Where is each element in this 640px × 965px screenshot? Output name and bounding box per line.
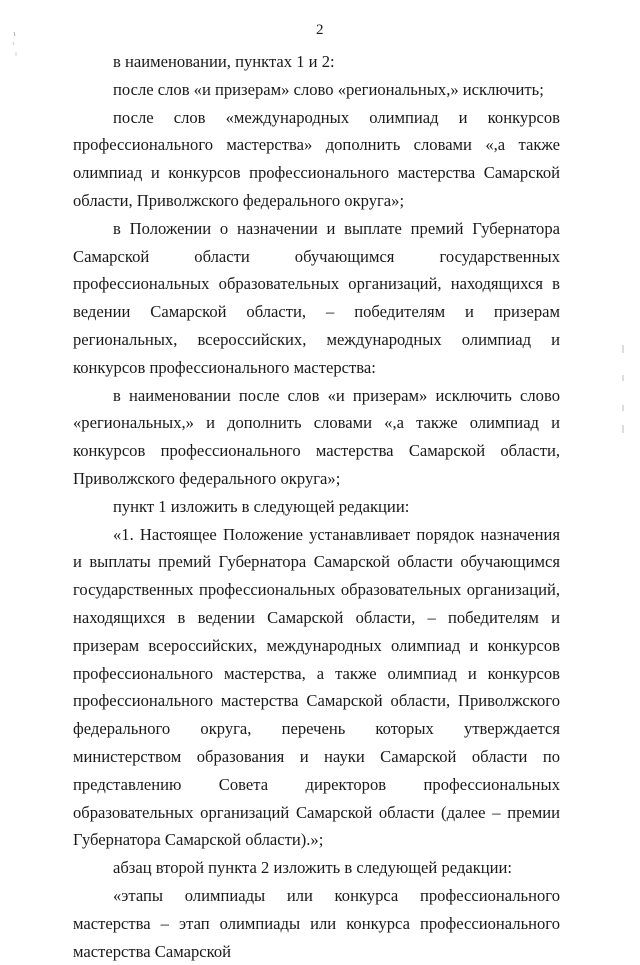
margin-scan-marks	[12, 30, 22, 70]
paragraph-8: абзац второй пункта 2 изложить в следующей редакции:	[113, 858, 513, 878]
page-number: 2	[316, 22, 324, 38]
right-margin-dots	[621, 345, 625, 435]
document-body	[73, 48, 560, 965]
paragraph-2: после слов «и призерам» слово «региональных,» исключить;	[113, 79, 544, 99]
paragraph-4: в Положении о назначении и выплате премий Губернатора Самарской области обучающимся государственных профессиональных образовательных организаций, находящихся в ведении Самарской области, – победителям и призерам региональных, всероссийских, международных олимпиад и конкурсов профессионального мастерства:	[73, 218, 560, 377]
paragraph-9: «этапы олимпиады или конкурса профессионального мастерства – этап олимпиады или конкурса профессионального мастерства Самарской	[73, 885, 560, 961]
paragraph-3: после слов «международных олимпиад и конкурсов профессионального мастерства» дополнить словами «,а также олимпиад и конкурсов профессионального мастерства Самарской области, Приволжского федерального округа»;	[73, 107, 560, 210]
paragraph-7: «1. Настоящее Положение устанавливает порядок назначения и выплаты премий Губернатора Самарской области обучающимся государственных профессиональных образовательных организаций, находящихся в ведении Самарской области, – победителям и призерам всероссийских, международных олимпиад и конкурсов профессионального мастерства, а также олимпиад и конкурсов профессионального мастерства Самарской области, Приволжского федерального округа, перечень которых утверждается министерством образования и науки Самарской области по представлению Совета директоров профессиональных образовательных организаций Самарской области (далее – премии Губернатора Самарской области).»;	[73, 524, 560, 850]
paragraph-5: в наименовании после слов «и призерам» исключить слово «региональных,» и дополнить словами «,а также олимпиад и конкурсов профессионального мастерства Самарской области, Приволжского федерального округа»;	[73, 385, 560, 488]
paragraph-1: в наименовании, пунктах 1 и 2:	[113, 52, 335, 71]
paragraph-6: пункт 1 изложить в следующей редакции:	[113, 496, 410, 516]
